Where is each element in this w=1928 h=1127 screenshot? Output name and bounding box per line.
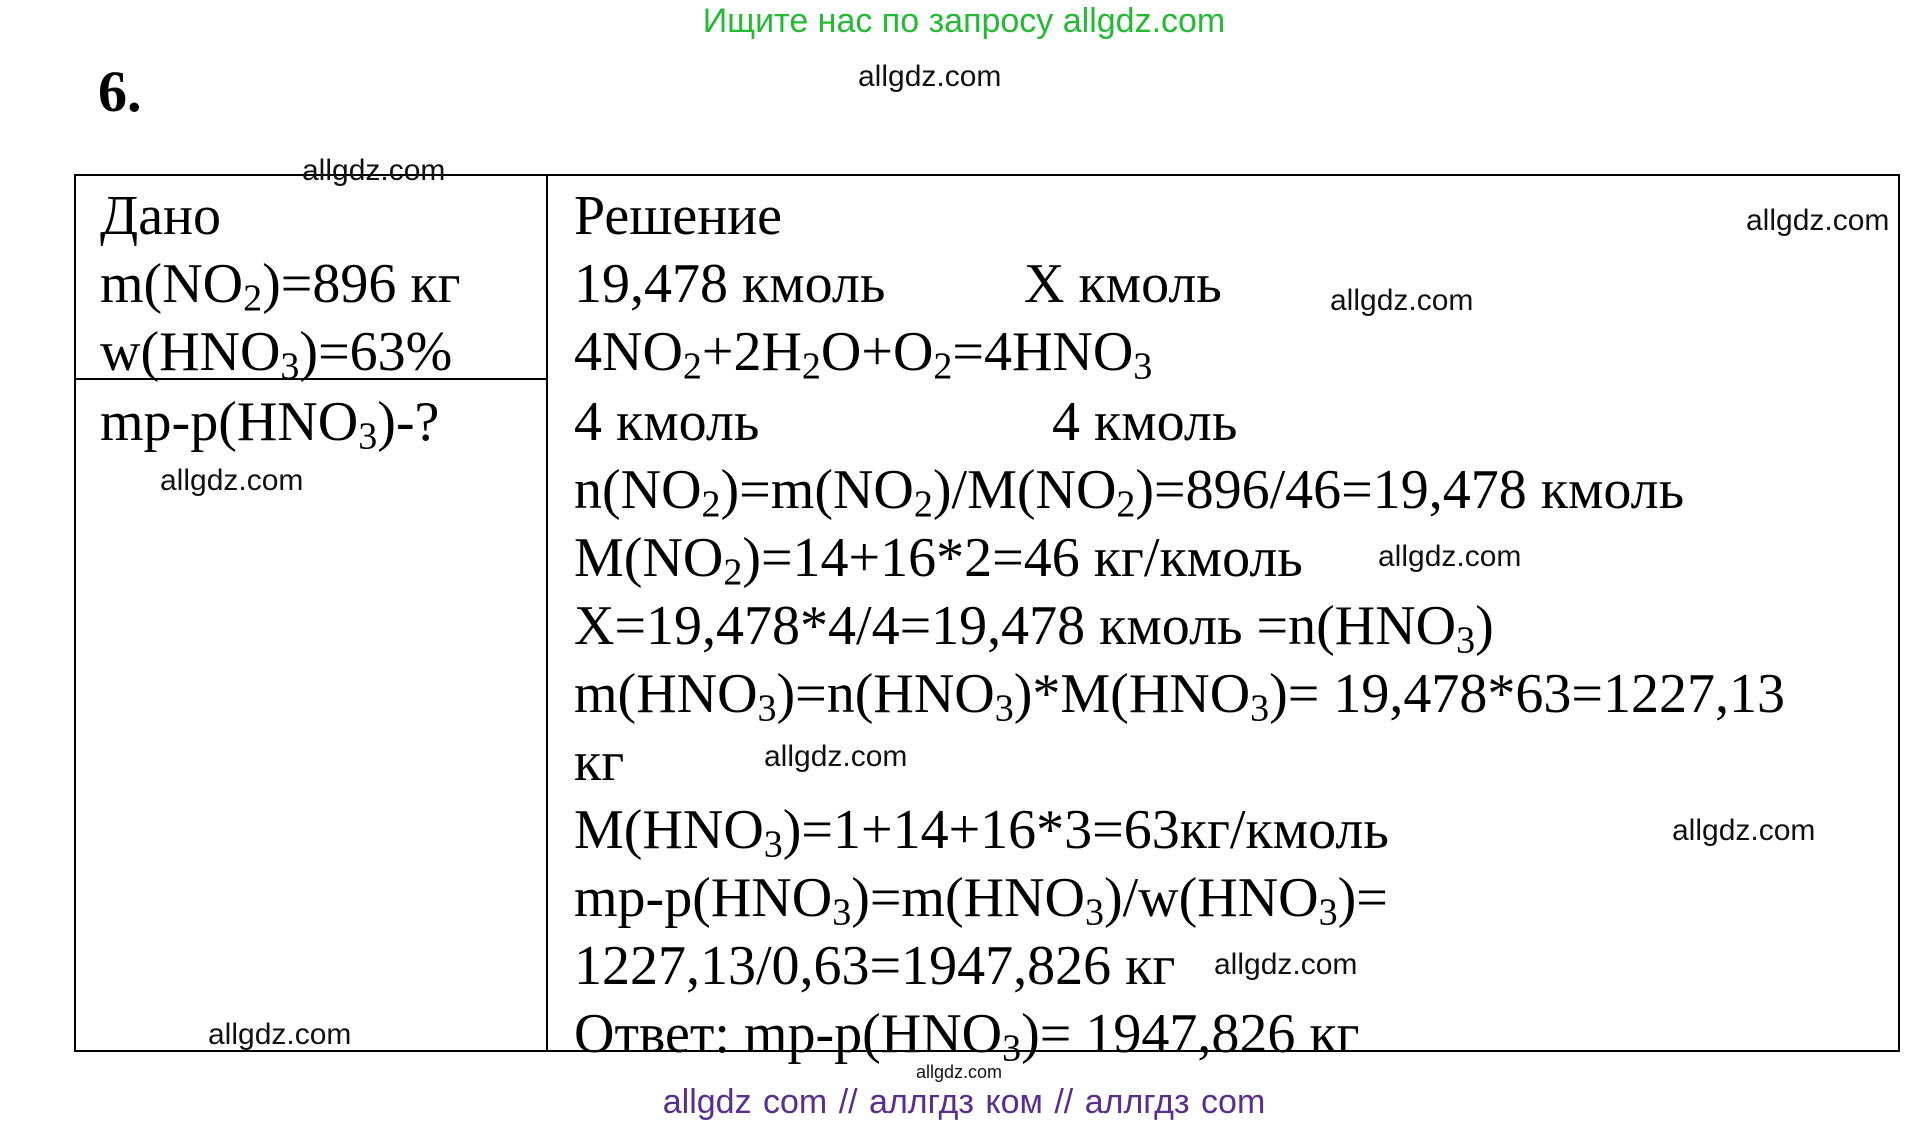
watermark: allgdz.com	[208, 1018, 352, 1051]
molar-mass-hno3: $M(HNO_3)=1+14+16*3=63кг$/кмоль	[574, 799, 1389, 866]
problem-number: 6.	[98, 59, 142, 124]
watermark: allgdz.com	[1214, 948, 1358, 981]
watermark: allgdz.com	[302, 154, 446, 187]
watermark: allgdz.com	[160, 464, 304, 497]
site-links[interactable]: allgdz com // аллгдз ком // аллгдз com	[662, 1083, 1266, 1121]
mass-hno3-calculation: $m(HNO_3)=n(HNO_3)*M(HNO_3)= 19,478*63=1227,13$	[574, 663, 1785, 730]
solution-mass-formula: $mр-р(HNO_3)=m(HNO_3)/w(HNO_3)=$	[574, 867, 1388, 934]
moles-above-hno3: X кмоль	[1024, 253, 1222, 315]
moles-below-no2: 4 кмоль	[574, 391, 760, 453]
watermark: allgdz.com	[1330, 284, 1474, 317]
watermark: allgdz.com	[1378, 540, 1522, 573]
small-watermark: allgdz.com	[916, 1062, 1003, 1082]
watermark: allgdz.com	[858, 60, 1002, 93]
solution-table	[74, 174, 1900, 1070]
moles-below-hno3: 4 кмоль	[1052, 391, 1238, 453]
molar-mass-no2: $M(NO_2)=14+16*2=46$ кг/кмоль	[574, 527, 1303, 594]
solution-heading: Решение	[574, 185, 783, 247]
n-no2-calculation: $n(NO_2)=m(NO_2)/M(NO_2)=896/46=19,478$ кмоль	[574, 459, 1685, 526]
mass-hno3-unit: кг	[574, 731, 625, 793]
watermark: allgdz.com	[1746, 204, 1890, 237]
moles-above-no2: 19,478 кмоль	[574, 253, 886, 315]
watermark: allgdz.com	[1672, 814, 1816, 847]
find-quantity: $mр-р(HNO_3)-$?	[100, 391, 440, 458]
answer: Ответ: $mр-р(HNO_3)= 1947,826$ кг	[574, 1003, 1360, 1070]
column-divider	[546, 176, 548, 1050]
given-w-hno3: $w(HNO_3)=63\%$	[100, 321, 453, 388]
solution-mass-value: 1227,13/0,63=1947,826 кг	[574, 935, 1176, 997]
given-heading: Дано	[100, 185, 222, 247]
given-mass-no2: $m(NO_2)=896$ кг	[100, 253, 461, 320]
watermark: allgdz.com	[764, 740, 908, 773]
x-calculation: X=19,478*4/4=19,478 кмоль $=n(HNO_3)$	[574, 595, 1494, 662]
search-banner: Ищите нас по запросу allgdz.com	[702, 2, 1226, 40]
reaction-equation: $4NO_2+2H_2O+O_2=4HNO_3$	[574, 321, 1153, 388]
